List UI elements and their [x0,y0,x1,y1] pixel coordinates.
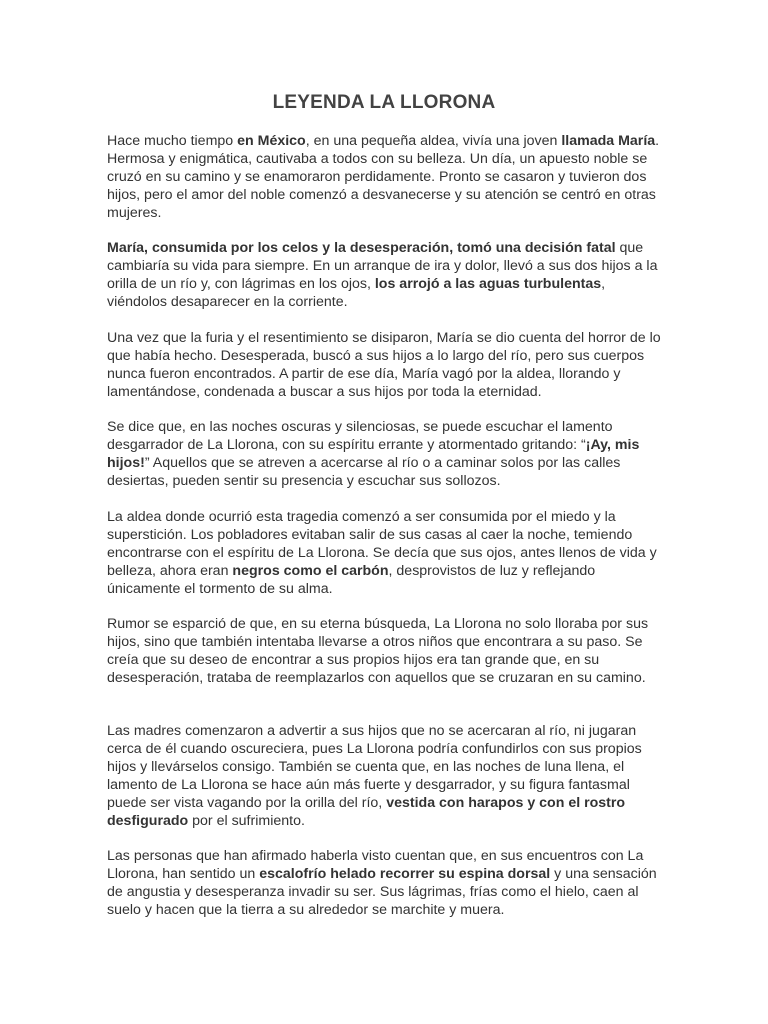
paragraph-4 [107,419,667,491]
text-run: Se dice que, en las noches oscuras y silenciosas, se puede escuchar el lamento desgarrador de La Llorona, con su espíritu errante y atormentado gritando: “ [107,419,613,453]
paragraph-3 [107,330,667,402]
text-run: Las madres comenzaron a advertir a sus hijos que no se acercaran al río, ni jugaran cerca de él cuando oscureciera, pues La Llorona podría confundirlos con sus propios hijos y llevárselos consigo. También se cuenta que, en las noches de luna llena, el lamento de La Llorona se hace aún más fuerte y desgarrador, y su figura fantasmal puede ser vista vagando por la orilla del río, [107,723,642,811]
paragraph-7 [107,723,667,830]
bold-text: vestida con harapos y con el rostro desfigurado [107,794,626,829]
paragraph-1 [107,133,667,223]
text-run: . Hermosa y enigmática, cautivaba a todos con su belleza. Un día, un apuesto noble se cruzó en su camino y se enamoraron perdidamente. Pronto se casaron y tuvieron dos hijos, pero el amor del noble comenzó a desvanecerse y su atención se centró en otras mujeres. [107,133,660,221]
text-run: que cambiaría su vida para siempre. En un arranque de ira y dolor, llevó a sus dos hijos a la orilla de un río y, con lágrimas en los ojos, [107,240,658,292]
text-run: Una vez que la furia y el resentimiento se disiparon, María se dio cuenta del horror de lo que había hecho. Desesperada, buscó a sus hijos a lo largo del río, pero sus cuerpos nunca fueron encontrados. A partir de ese día, María vagó por la aldea, llorando y lamentándose, condenada a buscar a sus hijos por toda la eternidad. [107,330,661,400]
text-run: y una sensación de angustia y desesperanza invadir su ser. Sus lágrimas, frías como el hielo, caen al suelo y hacen que la tierra a su alrededor se marchite y muera. [107,865,657,918]
text-run: , en una pequeña aldea, vivía una joven [305,133,562,149]
bold-text: ¡Ay, mis hijos! [107,436,640,471]
document-title: LEYENDA LA LLORONA [272,92,496,113]
text-run: La aldea donde ocurrió esta tragedia comenzó a ser consumida por el miedo y la superstición. Los pobladores evitaban salir de sus casas al caer la noche, temiendo encontrarse con el espíritu de La Llorona. Se decía que sus ojos, antes llenos de vida y belleza, ahora eran [107,509,657,579]
text-run: , desprovistos de luz y reflejando únicamente el tormento de su alma. [107,562,596,597]
paragraph-8 [107,848,667,920]
bold-text: los arrojó a las aguas turbulentas [374,275,602,292]
text-run: ” Aquellos que se atreven a acercarse al río o a caminar solos por las calles desiertas, pueden sentir su presencia y escuchar sus sollozos. [107,454,621,489]
paragraph-5 [107,509,667,599]
text-run: por el sufrimiento. [188,812,305,829]
bold-text: negros como el carbón [232,562,389,579]
bold-text: María, consumida por los celos y la desesperación, tomó una decisión fatal [107,240,616,256]
text-run: Las personas que han afirmado haberla visto cuentan que, en sus encuentros con La Llorona, han sentido un [107,848,644,882]
bold-text: en México [237,133,306,149]
bold-text: llamada María [561,133,656,149]
paragraph-6 [107,616,667,688]
paragraph-2 [107,240,667,312]
bold-text: escalofrío helado recorrer su espina dorsal [259,865,551,882]
text-run: , viéndolos desaparecer en la corriente. [107,275,606,310]
text-run: Hace mucho tiempo [107,133,238,149]
text-run: Rumor se esparció de que, en su eterna búsqueda, La Llorona no solo lloraba por sus hijos, sino que también intentaba llevarse a otros niños que encontrara a su paso. Se creía que su deseo de encontrar a sus propios hijos era tan grande que, en su desesperación, trataba de reemplazarlos con aquellos que se cruzaran en su camino. [107,616,649,686]
